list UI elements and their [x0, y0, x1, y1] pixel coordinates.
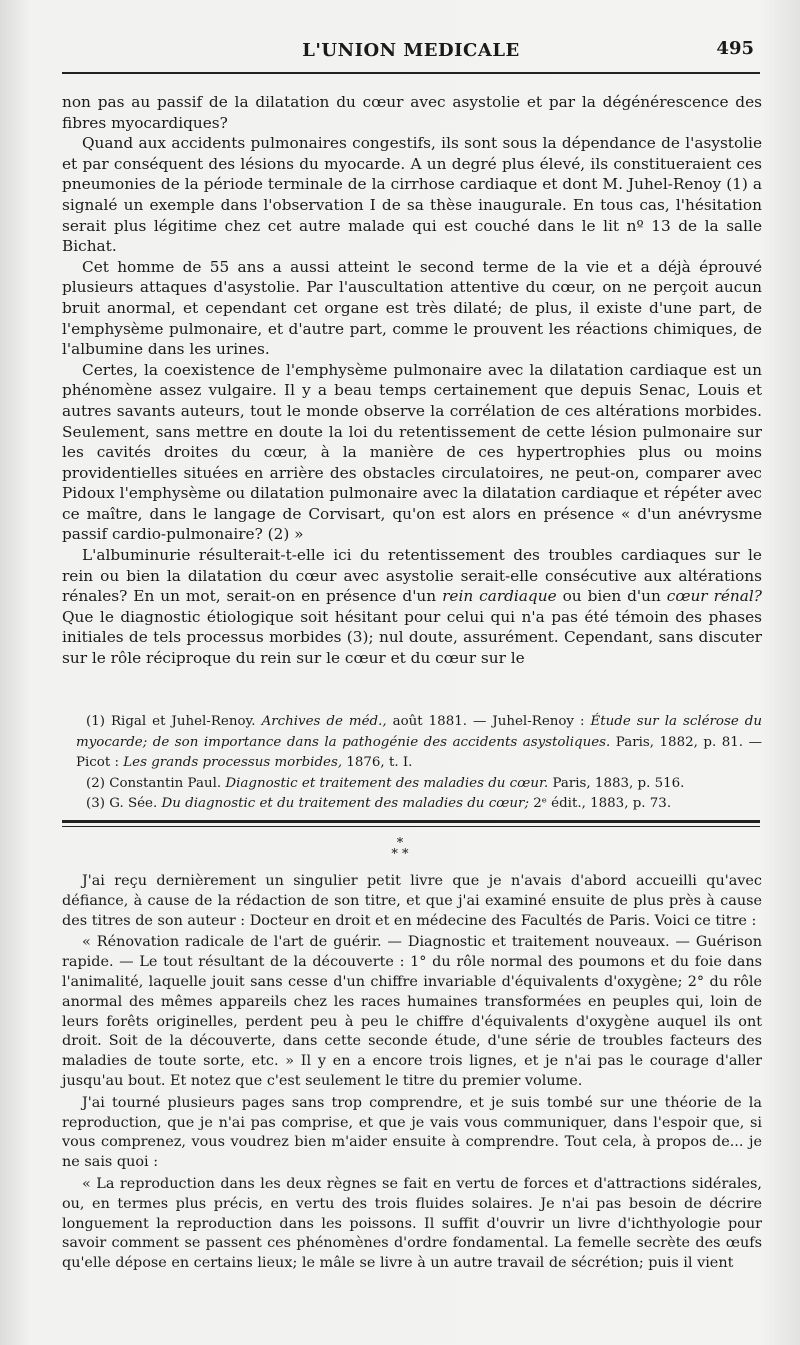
footnotes	[62, 712, 762, 815]
paragraph: Quand aux accidents pulmonaires congestifs, ils sont sous la dépendance de l'asystolie et par conséquent des lésions du myocarde. A un degré plus élevé, ils constitueraient ces pneumonies de la période terminale de la cirrhose cardiaque et dont M. Juhel-Renoy (1) a signalé un exemple dans l'observation I de sa thèse inaugurale. En tous cas, l'hésitation serait plus légitime chez cet autre malade qui est couché dans le lit nº 13 de la salle Bichat.	[62, 134, 762, 256]
footnote-3	[62, 794, 762, 815]
running-header	[62, 38, 760, 68]
paragraph: J'ai reçu dernièrement un singulier petit livre que je n'avais d'abord accueilli qu'avec défiance, à cause de la rédaction de son titre, et que j'ai examiné ensuite de plus près à cause des titres de son auteur : Docteur en droit et en médecine des Facultés de Paris. Voici ce titre :	[62, 873, 762, 929]
section-body	[62, 872, 762, 1274]
italic-term: Les grands processus morbides,	[123, 755, 343, 770]
text-run: (3) G. Sée.	[86, 796, 162, 811]
asterism-top: *	[396, 836, 404, 851]
section-rule-thick	[62, 820, 760, 823]
italic-term: rein cardiaque	[442, 587, 557, 606]
paragraph: Certes, la coexistence de l'emphysème pulmonaire avec la dilatation cardiaque est un phénomène assez vulgaire. Il y a beau temps certainement que depuis Senac, Louis et autres savants auteurs, tout le monde observe la corrélation de ces altérations morbides. Seulement, sans mettre en doute la loi du retentissement de cette lésion pulmonaire sur les cavités droites du cœur, à la manière de ces hypertrophies plus ou moins providentielles situées en arrière des obstacles circulatoires, ne peut-on, comparer avec Pidoux l'emphysème ou dilatation pulmonaire avec la dilatation cardiaque et répéter avec ce maître, dans le langage de Corvisart, qu'on est alors en présence « d'un anévrysme passif cardio-pulmonaire? (2) »	[62, 360, 762, 544]
asterism	[0, 838, 800, 860]
paragraph: « La reproduction dans les deux règnes se fait en vertu de forces et d'attractions sidérales, ou, en termes plus précis, en vertu des trois fluides solaires. Je n'ai pas besoin de décrire longuement la reproduction dans les poissons. Il suffit d'ouvrir un livre d'ichthyologie pour savoir comment se passent ces phénomènes d'ordre fondamental. La femelle secrète des œufs qu'elle dépose en certains lieux; le mâle se livre à un autre travail de sécrétion; puis il vient	[62, 1175, 762, 1272]
text-run: 2ᵉ édit., 1883, p. 73.	[528, 796, 672, 811]
text-run: Paris, 1882, p. 81. — Picot :	[76, 734, 762, 770]
journal-title: L'UNION MEDICALE	[302, 40, 520, 61]
header-rule	[62, 72, 760, 74]
text-run: août 1881. — Juhel-Renoy :	[386, 714, 591, 729]
paragraph: « Rénovation radicale de l'art de guérir. — Diagnostic et traitement nouveaux. — Guérison rapide. — Le tout résultant de la découverte : 1° du rôle normal des poumons et du foie dans l'animalité, laquelle jouit sans cesse d'un chiffre invariable d'équivalents d'oxygène; 2° du rôle anormal des mêmes appareils chez les races humaines transformées en peuples qui, loin de leurs forêts originelles, perdent peu à peu le chiffre d'équivalents d'oxygène auquel ils ont droit. Soit de la découverte, dans cette seconde étude, d'une série de troubles facteurs des maladies de toute sorte, etc. » Il y en a encore trois lignes, et je n'ai pas le courage d'aller jusqu'au bout. Et notez que c'est seulement le titre du premier volume.	[62, 934, 762, 1089]
italic-term: Du diagnostic et du traitement des maladies du cœur;	[161, 796, 529, 811]
italic-term: Diagnostic et traitement des maladies du cœur.	[225, 775, 549, 791]
article-body	[62, 92, 762, 669]
paragraph	[62, 545, 762, 669]
text-run: Paris, 1883, p. 516.	[548, 775, 685, 791]
italic-term: Étude sur la sclérose du myocarde; de son importance dans la pathogénie des accidents asystoliques.	[76, 714, 762, 750]
page-number: 495	[716, 38, 754, 59]
text-run: (1) Rigal et Juhel-Renoy.	[86, 714, 262, 729]
footnote-2	[62, 774, 762, 795]
italic-term: cœur rénal?	[666, 587, 762, 606]
footnote-1	[62, 712, 762, 774]
text-run: 1876, t. I.	[342, 755, 413, 770]
italic-term: Archives de méd.,	[261, 714, 387, 729]
text-run: ou bien d'un	[556, 587, 667, 606]
paragraph: J'ai tourné plusieurs pages sans trop comprendre, et je suis tombé sur une théorie de la reproduction, que je n'ai pas comprise, et que je vais vous communiquer, dans l'espoir que, si vous comprenez, vous voudrez bien m'aider ensuite à comprendre. Tout cela, à propos de... je ne sais quoi :	[62, 1094, 762, 1171]
paragraph: Cet homme de 55 ans a aussi atteint le second terme de la vie et a déjà éprouvé plusieurs attaques d'asystolie. Par l'auscultation attentive du cœur, on ne perçoit aucun bruit anormal, et cependant cet organe est très dilaté; de plus, il existe d'une part, de l'emphysème pulmonaire, et d'autre part, comme le prouvent les réactions chimiques, de l'albumine dans les urines.	[62, 257, 762, 359]
text-run: Que le diagnostic étiologique soit hésitant pour celui qui n'a pas été témoin des phases initiales de tels processus morbides (3); nul doute, assurément. Cependant, sans discuter sur le rôle réciproque du rein sur le cœur et du cœur sur le	[62, 607, 762, 668]
text-run: L'albuminurie résulterait-t-elle ici du retentissement des troubles cardiaques sur le rein ou bien la dilatation du cœur avec asystolie serait-elle consécutive aux altérations rénales? En un mot, serait-on en présence d'un	[62, 546, 762, 606]
section-rule-thin	[62, 826, 760, 827]
asterism-bottom: * *	[391, 847, 409, 862]
paragraph: non pas au passif de la dilatation du cœur avec asystolie et par la dégénérescence des fibres myocardiques?	[62, 93, 762, 132]
text-run: (2) Constantin Paul.	[86, 775, 226, 791]
